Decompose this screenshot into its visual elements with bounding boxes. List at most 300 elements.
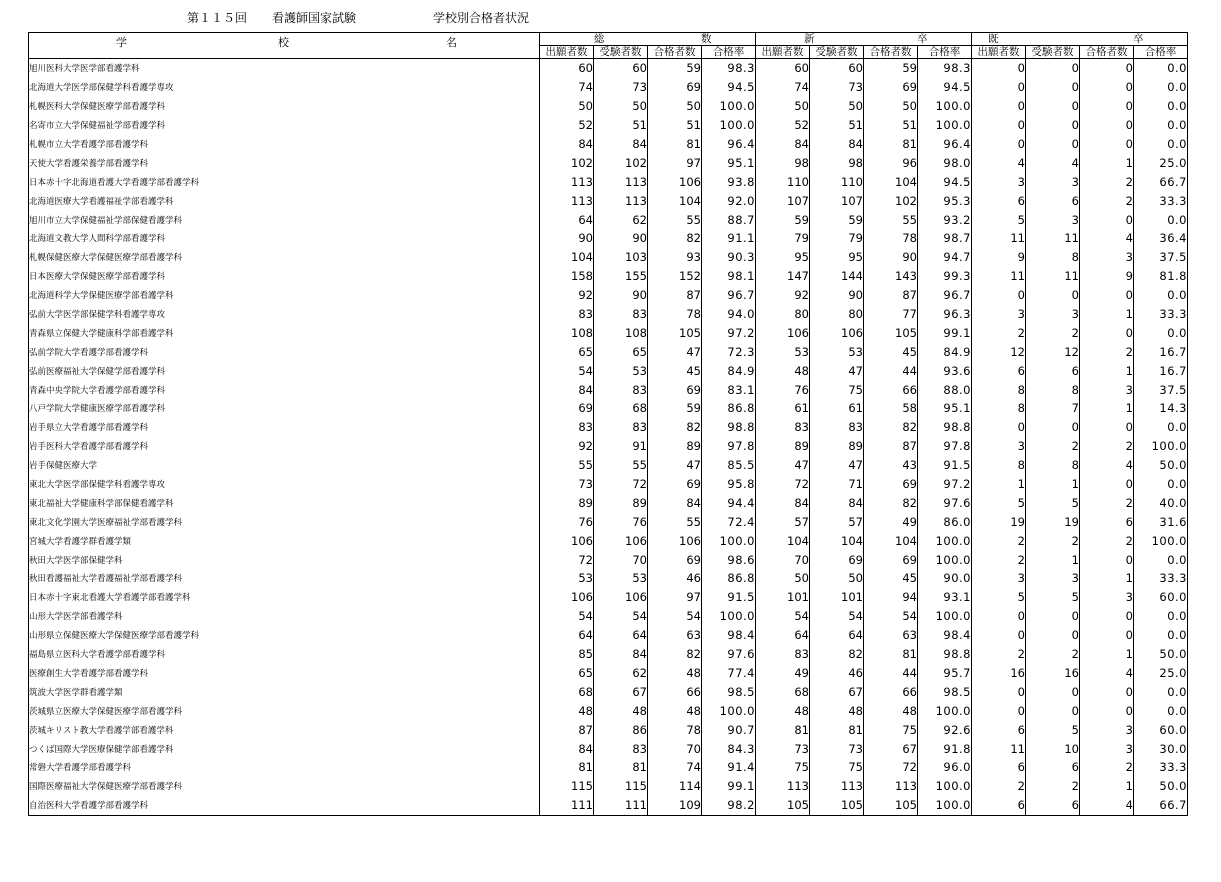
cell-examinees: 50 bbox=[810, 569, 864, 588]
cell-pass-rate: 0.0 bbox=[1134, 701, 1188, 720]
cell-passers: 104 bbox=[864, 531, 918, 550]
cell-applicants: 47 bbox=[756, 456, 810, 475]
cell-pass-rate: 77.4 bbox=[702, 664, 756, 683]
cell-examinees: 19 bbox=[1026, 512, 1080, 531]
cell-applicants: 0 bbox=[972, 701, 1026, 720]
cell-passers: 1 bbox=[1080, 305, 1134, 324]
cell-passers: 90 bbox=[864, 248, 918, 267]
cell-passers: 63 bbox=[648, 626, 702, 645]
cell-applicants: 106 bbox=[540, 531, 594, 550]
cell-passers: 9 bbox=[1080, 267, 1134, 286]
cell-passers: 51 bbox=[648, 116, 702, 135]
col-header-examinees: 受験者数 bbox=[810, 46, 864, 59]
table-row bbox=[29, 399, 1188, 418]
table-row bbox=[29, 588, 1188, 607]
cell-passers: 0 bbox=[1080, 626, 1134, 645]
cell-pass-rate: 94.0 bbox=[702, 305, 756, 324]
cell-examinees: 53 bbox=[810, 342, 864, 361]
col-header-passers: 合格者数 bbox=[648, 46, 702, 59]
school-name: 秋田看護福祉大学看護福祉学部看護学科 bbox=[29, 569, 540, 588]
cell-examinees: 101 bbox=[810, 588, 864, 607]
cell-passers: 70 bbox=[648, 739, 702, 758]
cell-pass-rate: 85.5 bbox=[702, 456, 756, 475]
cell-passers: 49 bbox=[864, 512, 918, 531]
cell-passers: 1 bbox=[1080, 399, 1134, 418]
cell-pass-rate: 94.5 bbox=[918, 172, 972, 191]
cell-applicants: 72 bbox=[756, 475, 810, 494]
school-name: 日本赤十字東北看護大学看護学部看護学科 bbox=[29, 588, 540, 607]
cell-passers: 78 bbox=[648, 720, 702, 739]
cell-pass-rate: 16.7 bbox=[1134, 342, 1188, 361]
cell-passers: 4 bbox=[1080, 664, 1134, 683]
table-row bbox=[29, 248, 1188, 267]
cell-applicants: 2 bbox=[972, 645, 1026, 664]
report-title: 学校別合格者状況 bbox=[433, 11, 530, 25]
cell-applicants: 0 bbox=[972, 682, 1026, 701]
cell-examinees: 64 bbox=[594, 626, 648, 645]
cell-passers: 105 bbox=[864, 796, 918, 815]
cell-pass-rate: 0.0 bbox=[1134, 286, 1188, 305]
cell-examinees: 7 bbox=[1026, 399, 1080, 418]
cell-examinees: 73 bbox=[810, 739, 864, 758]
cell-applicants: 49 bbox=[756, 664, 810, 683]
col-header-passers: 合格者数 bbox=[864, 46, 918, 59]
cell-applicants: 50 bbox=[756, 569, 810, 588]
cell-pass-rate: 94.7 bbox=[918, 248, 972, 267]
school-name: 山形大学医学部看護学科 bbox=[29, 607, 540, 626]
table-row bbox=[29, 456, 1188, 475]
cell-applicants: 60 bbox=[540, 59, 594, 78]
cell-pass-rate: 98.4 bbox=[918, 626, 972, 645]
cell-passers: 82 bbox=[864, 418, 918, 437]
cell-examinees: 73 bbox=[594, 78, 648, 97]
cell-applicants: 68 bbox=[756, 682, 810, 701]
cell-examinees: 75 bbox=[810, 758, 864, 777]
col-header-passers: 合格者数 bbox=[1080, 46, 1134, 59]
cell-applicants: 73 bbox=[756, 739, 810, 758]
cell-applicants: 3 bbox=[972, 305, 1026, 324]
cell-passers: 78 bbox=[648, 305, 702, 324]
cell-passers: 0 bbox=[1080, 116, 1134, 135]
group-total-left: 総 bbox=[594, 33, 605, 45]
cell-pass-rate: 36.4 bbox=[1134, 229, 1188, 248]
cell-passers: 96 bbox=[864, 153, 918, 172]
cell-pass-rate: 98.5 bbox=[702, 682, 756, 701]
cell-applicants: 106 bbox=[540, 588, 594, 607]
cell-examinees: 79 bbox=[810, 229, 864, 248]
cell-pass-rate: 100.0 bbox=[918, 796, 972, 815]
cell-examinees: 83 bbox=[810, 418, 864, 437]
cell-examinees: 0 bbox=[1026, 59, 1080, 78]
cell-examinees: 62 bbox=[594, 210, 648, 229]
cell-pass-rate: 92.0 bbox=[702, 191, 756, 210]
school-name: 岩手医科大学看護学部看護学科 bbox=[29, 437, 540, 456]
cell-passers: 0 bbox=[1080, 97, 1134, 116]
cell-applicants: 19 bbox=[972, 512, 1026, 531]
cell-applicants: 113 bbox=[756, 777, 810, 796]
cell-passers: 114 bbox=[648, 777, 702, 796]
cell-passers: 67 bbox=[864, 739, 918, 758]
school-name: 北海道科学大学保健医療学部看護学科 bbox=[29, 286, 540, 305]
cell-passers: 106 bbox=[648, 531, 702, 550]
cell-applicants: 3 bbox=[972, 172, 1026, 191]
school-name: 東北大学医学部保健学科看護学専攻 bbox=[29, 475, 540, 494]
cell-pass-rate: 100.0 bbox=[702, 97, 756, 116]
school-header-char-1: 学 bbox=[116, 36, 127, 49]
school-name: 札幌市立大学看護学部看護学科 bbox=[29, 135, 540, 154]
cell-passers: 55 bbox=[648, 512, 702, 531]
cell-passers: 50 bbox=[648, 97, 702, 116]
cell-pass-rate: 72.4 bbox=[702, 512, 756, 531]
cell-passers: 66 bbox=[864, 682, 918, 701]
col-header-applicants: 出願者数 bbox=[756, 46, 810, 59]
cell-passers: 97 bbox=[648, 588, 702, 607]
cell-passers: 55 bbox=[864, 210, 918, 229]
cell-passers: 4 bbox=[1080, 796, 1134, 815]
cell-passers: 43 bbox=[864, 456, 918, 475]
cell-examinees: 0 bbox=[1026, 97, 1080, 116]
school-name: 青森県立保健大学健康科学部看護学科 bbox=[29, 323, 540, 342]
cell-examinees: 113 bbox=[594, 191, 648, 210]
cell-examinees: 53 bbox=[594, 361, 648, 380]
cell-examinees: 83 bbox=[594, 739, 648, 758]
cell-applicants: 5 bbox=[972, 493, 1026, 512]
cell-pass-rate: 0.0 bbox=[1134, 78, 1188, 97]
cell-examinees: 108 bbox=[594, 323, 648, 342]
cell-pass-rate: 0.0 bbox=[1134, 418, 1188, 437]
cell-applicants: 0 bbox=[972, 97, 1026, 116]
cell-applicants: 5 bbox=[972, 210, 1026, 229]
cell-pass-rate: 100.0 bbox=[918, 116, 972, 135]
cell-applicants: 98 bbox=[756, 153, 810, 172]
cell-applicants: 11 bbox=[972, 739, 1026, 758]
cell-applicants: 6 bbox=[972, 796, 1026, 815]
cell-examinees: 8 bbox=[1026, 248, 1080, 267]
cell-applicants: 83 bbox=[540, 305, 594, 324]
cell-examinees: 51 bbox=[594, 116, 648, 135]
cell-applicants: 84 bbox=[540, 380, 594, 399]
school-name: 青森中央学院大学看護学部看護学科 bbox=[29, 380, 540, 399]
cell-applicants: 70 bbox=[756, 550, 810, 569]
cell-examinees: 80 bbox=[810, 305, 864, 324]
results-table bbox=[28, 32, 1188, 816]
cell-pass-rate: 25.0 bbox=[1134, 664, 1188, 683]
cell-passers: 1 bbox=[1080, 569, 1134, 588]
cell-applicants: 6 bbox=[972, 758, 1026, 777]
cell-pass-rate: 92.6 bbox=[918, 720, 972, 739]
school-name: 札幌医科大学保健医療学部看護学科 bbox=[29, 97, 540, 116]
cell-passers: 152 bbox=[648, 267, 702, 286]
cell-examinees: 6 bbox=[1026, 758, 1080, 777]
cell-passers: 69 bbox=[648, 550, 702, 569]
cell-applicants: 83 bbox=[756, 645, 810, 664]
table-row bbox=[29, 475, 1188, 494]
cell-pass-rate: 98.1 bbox=[702, 267, 756, 286]
cell-applicants: 3 bbox=[972, 569, 1026, 588]
cell-examinees: 72 bbox=[594, 475, 648, 494]
cell-passers: 69 bbox=[864, 78, 918, 97]
table-row bbox=[29, 569, 1188, 588]
cell-passers: 46 bbox=[648, 569, 702, 588]
cell-passers: 66 bbox=[864, 380, 918, 399]
cell-applicants: 83 bbox=[756, 418, 810, 437]
cell-applicants: 12 bbox=[972, 342, 1026, 361]
cell-pass-rate: 0.0 bbox=[1134, 626, 1188, 645]
school-name: 茨城県立医療大学保健医療学部看護学科 bbox=[29, 701, 540, 720]
cell-pass-rate: 98.6 bbox=[702, 550, 756, 569]
exam-name: 看護師国家試験 bbox=[272, 11, 357, 25]
cell-applicants: 76 bbox=[756, 380, 810, 399]
cell-passers: 1 bbox=[1080, 645, 1134, 664]
cell-applicants: 53 bbox=[756, 342, 810, 361]
cell-passers: 0 bbox=[1080, 550, 1134, 569]
cell-passers: 55 bbox=[648, 210, 702, 229]
cell-passers: 4 bbox=[1080, 456, 1134, 475]
cell-passers: 82 bbox=[648, 229, 702, 248]
cell-pass-rate: 93.2 bbox=[918, 210, 972, 229]
school-name: 自治医科大学看護学部看護学科 bbox=[29, 796, 540, 815]
cell-passers: 50 bbox=[864, 97, 918, 116]
cell-examinees: 50 bbox=[594, 97, 648, 116]
table-row bbox=[29, 361, 1188, 380]
cell-pass-rate: 84.9 bbox=[918, 342, 972, 361]
cell-examinees: 89 bbox=[594, 493, 648, 512]
cell-pass-rate: 25.0 bbox=[1134, 153, 1188, 172]
col-header-pass-rate: 合格率 bbox=[1134, 46, 1188, 59]
table-row bbox=[29, 116, 1188, 135]
cell-applicants: 4 bbox=[972, 153, 1026, 172]
cell-examinees: 5 bbox=[1026, 588, 1080, 607]
cell-passers: 87 bbox=[648, 286, 702, 305]
group-past-right: 卒 bbox=[1133, 33, 1144, 45]
cell-passers: 93 bbox=[648, 248, 702, 267]
cell-examinees: 6 bbox=[1026, 361, 1080, 380]
cell-applicants: 60 bbox=[756, 59, 810, 78]
cell-applicants: 6 bbox=[972, 720, 1026, 739]
cell-applicants: 65 bbox=[540, 664, 594, 683]
cell-applicants: 64 bbox=[756, 626, 810, 645]
cell-examinees: 0 bbox=[1026, 116, 1080, 135]
cell-passers: 72 bbox=[864, 758, 918, 777]
cell-passers: 75 bbox=[864, 720, 918, 739]
cell-applicants: 110 bbox=[756, 172, 810, 191]
cell-applicants: 0 bbox=[972, 286, 1026, 305]
cell-examinees: 3 bbox=[1026, 172, 1080, 191]
cell-applicants: 92 bbox=[540, 437, 594, 456]
cell-applicants: 84 bbox=[756, 493, 810, 512]
cell-passers: 3 bbox=[1080, 588, 1134, 607]
cell-applicants: 147 bbox=[756, 267, 810, 286]
cell-passers: 82 bbox=[864, 493, 918, 512]
cell-passers: 0 bbox=[1080, 323, 1134, 342]
table-row bbox=[29, 739, 1188, 758]
cell-pass-rate: 81.8 bbox=[1134, 267, 1188, 286]
cell-passers: 69 bbox=[864, 550, 918, 569]
cell-passers: 4 bbox=[1080, 229, 1134, 248]
cell-examinees: 6 bbox=[1026, 796, 1080, 815]
cell-pass-rate: 94.5 bbox=[702, 78, 756, 97]
cell-pass-rate: 50.0 bbox=[1134, 777, 1188, 796]
cell-examinees: 144 bbox=[810, 267, 864, 286]
school-name: 常磐大学看護学部看護学科 bbox=[29, 758, 540, 777]
cell-pass-rate: 0.0 bbox=[1134, 97, 1188, 116]
cell-pass-rate: 90.0 bbox=[918, 569, 972, 588]
cell-examinees: 81 bbox=[594, 758, 648, 777]
cell-examinees: 0 bbox=[1026, 701, 1080, 720]
cell-applicants: 113 bbox=[540, 191, 594, 210]
cell-pass-rate: 60.0 bbox=[1134, 588, 1188, 607]
cell-examinees: 102 bbox=[594, 153, 648, 172]
cell-pass-rate: 96.4 bbox=[702, 135, 756, 154]
cell-pass-rate: 66.7 bbox=[1134, 172, 1188, 191]
cell-pass-rate: 60.0 bbox=[1134, 720, 1188, 739]
cell-pass-rate: 91.5 bbox=[918, 456, 972, 475]
cell-examinees: 84 bbox=[594, 645, 648, 664]
cell-applicants: 81 bbox=[756, 720, 810, 739]
cell-passers: 59 bbox=[864, 59, 918, 78]
cell-pass-rate: 91.8 bbox=[918, 739, 972, 758]
cell-pass-rate: 0.0 bbox=[1134, 475, 1188, 494]
cell-pass-rate: 84.3 bbox=[702, 739, 756, 758]
table-row bbox=[29, 512, 1188, 531]
table-row bbox=[29, 342, 1188, 361]
cell-examinees: 84 bbox=[594, 135, 648, 154]
cell-pass-rate: 100.0 bbox=[918, 607, 972, 626]
school-name: 北海道大学医学部保健学科看護学専攻 bbox=[29, 78, 540, 97]
cell-examinees: 68 bbox=[594, 399, 648, 418]
cell-applicants: 16 bbox=[972, 664, 1026, 683]
cell-passers: 1 bbox=[1080, 153, 1134, 172]
cell-applicants: 89 bbox=[540, 493, 594, 512]
school-name: 弘前学院大学看護学部看護学科 bbox=[29, 342, 540, 361]
cell-passers: 106 bbox=[648, 172, 702, 191]
group-header-total bbox=[540, 33, 756, 46]
cell-applicants: 0 bbox=[972, 78, 1026, 97]
cell-pass-rate: 31.6 bbox=[1134, 512, 1188, 531]
table-row bbox=[29, 135, 1188, 154]
cell-examinees: 53 bbox=[594, 569, 648, 588]
exam-round: 第１１５回 bbox=[187, 11, 248, 25]
cell-pass-rate: 0.0 bbox=[1134, 323, 1188, 342]
cell-pass-rate: 33.3 bbox=[1134, 758, 1188, 777]
school-name: 八戸学院大学健康医療学部看護学科 bbox=[29, 399, 540, 418]
cell-passers: 69 bbox=[648, 78, 702, 97]
cell-applicants: 104 bbox=[540, 248, 594, 267]
cell-applicants: 54 bbox=[756, 607, 810, 626]
cell-applicants: 65 bbox=[540, 342, 594, 361]
cell-applicants: 72 bbox=[540, 550, 594, 569]
cell-examinees: 110 bbox=[810, 172, 864, 191]
cell-applicants: 90 bbox=[540, 229, 594, 248]
cell-examinees: 47 bbox=[810, 361, 864, 380]
cell-pass-rate: 0.0 bbox=[1134, 550, 1188, 569]
cell-applicants: 81 bbox=[540, 758, 594, 777]
cell-applicants: 11 bbox=[972, 229, 1026, 248]
col-header-pass-rate: 合格率 bbox=[702, 46, 756, 59]
cell-pass-rate: 97.2 bbox=[918, 475, 972, 494]
cell-passers: 0 bbox=[1080, 210, 1134, 229]
cell-pass-rate: 0.0 bbox=[1134, 135, 1188, 154]
cell-pass-rate: 94.5 bbox=[918, 78, 972, 97]
cell-passers: 84 bbox=[648, 493, 702, 512]
cell-examinees: 83 bbox=[594, 418, 648, 437]
cell-pass-rate: 98.8 bbox=[702, 418, 756, 437]
group-new-right: 卒 bbox=[917, 33, 928, 45]
cell-examinees: 104 bbox=[810, 531, 864, 550]
table-row bbox=[29, 645, 1188, 664]
cell-examinees: 10 bbox=[1026, 739, 1080, 758]
group-past-left: 既 bbox=[988, 33, 999, 45]
cell-passers: 104 bbox=[864, 172, 918, 191]
cell-applicants: 5 bbox=[972, 588, 1026, 607]
cell-examinees: 90 bbox=[594, 286, 648, 305]
cell-passers: 0 bbox=[1080, 78, 1134, 97]
cell-applicants: 83 bbox=[540, 418, 594, 437]
cell-pass-rate: 37.5 bbox=[1134, 380, 1188, 399]
cell-examinees: 6 bbox=[1026, 191, 1080, 210]
cell-examinees: 61 bbox=[810, 399, 864, 418]
cell-pass-rate: 97.8 bbox=[702, 437, 756, 456]
cell-pass-rate: 100.0 bbox=[918, 531, 972, 550]
school-name: 天使大学看護栄養学部看護学科 bbox=[29, 153, 540, 172]
cell-examinees: 91 bbox=[594, 437, 648, 456]
school-header-char-3: 名 bbox=[446, 36, 457, 49]
cell-passers: 47 bbox=[648, 456, 702, 475]
cell-pass-rate: 98.0 bbox=[918, 153, 972, 172]
cell-passers: 0 bbox=[1080, 607, 1134, 626]
col-header-examinees: 受験者数 bbox=[594, 46, 648, 59]
cell-examinees: 60 bbox=[810, 59, 864, 78]
cell-passers: 0 bbox=[1080, 682, 1134, 701]
school-name: 北海道文教大学人間科学部看護学科 bbox=[29, 229, 540, 248]
cell-applicants: 3 bbox=[972, 437, 1026, 456]
cell-applicants: 0 bbox=[972, 135, 1026, 154]
cell-pass-rate: 0.0 bbox=[1134, 116, 1188, 135]
cell-examinees: 65 bbox=[594, 342, 648, 361]
cell-pass-rate: 95.3 bbox=[918, 191, 972, 210]
cell-applicants: 64 bbox=[540, 626, 594, 645]
cell-examinees: 59 bbox=[810, 210, 864, 229]
cell-applicants: 2 bbox=[972, 323, 1026, 342]
school-name: 札幌保健医療大学保健医療学部看護学科 bbox=[29, 248, 540, 267]
cell-examinees: 47 bbox=[810, 456, 864, 475]
cell-passers: 0 bbox=[1080, 475, 1134, 494]
cell-pass-rate: 100.0 bbox=[918, 550, 972, 569]
cell-passers: 48 bbox=[864, 701, 918, 720]
cell-examinees: 98 bbox=[810, 153, 864, 172]
cell-examinees: 95 bbox=[810, 248, 864, 267]
cell-examinees: 107 bbox=[810, 191, 864, 210]
cell-examinees: 54 bbox=[810, 607, 864, 626]
cell-passers: 3 bbox=[1080, 720, 1134, 739]
cell-examinees: 8 bbox=[1026, 380, 1080, 399]
cell-passers: 87 bbox=[864, 437, 918, 456]
cell-passers: 2 bbox=[1080, 342, 1134, 361]
cell-examinees: 57 bbox=[810, 512, 864, 531]
cell-pass-rate: 91.1 bbox=[702, 229, 756, 248]
cell-pass-rate: 66.7 bbox=[1134, 796, 1188, 815]
cell-applicants: 50 bbox=[540, 97, 594, 116]
cell-examinees: 62 bbox=[594, 664, 648, 683]
table-row bbox=[29, 305, 1188, 324]
cell-applicants: 84 bbox=[756, 135, 810, 154]
cell-examinees: 67 bbox=[594, 682, 648, 701]
cell-applicants: 57 bbox=[756, 512, 810, 531]
cell-examinees: 11 bbox=[1026, 267, 1080, 286]
cell-applicants: 107 bbox=[756, 191, 810, 210]
cell-examinees: 48 bbox=[810, 701, 864, 720]
cell-examinees: 106 bbox=[594, 588, 648, 607]
